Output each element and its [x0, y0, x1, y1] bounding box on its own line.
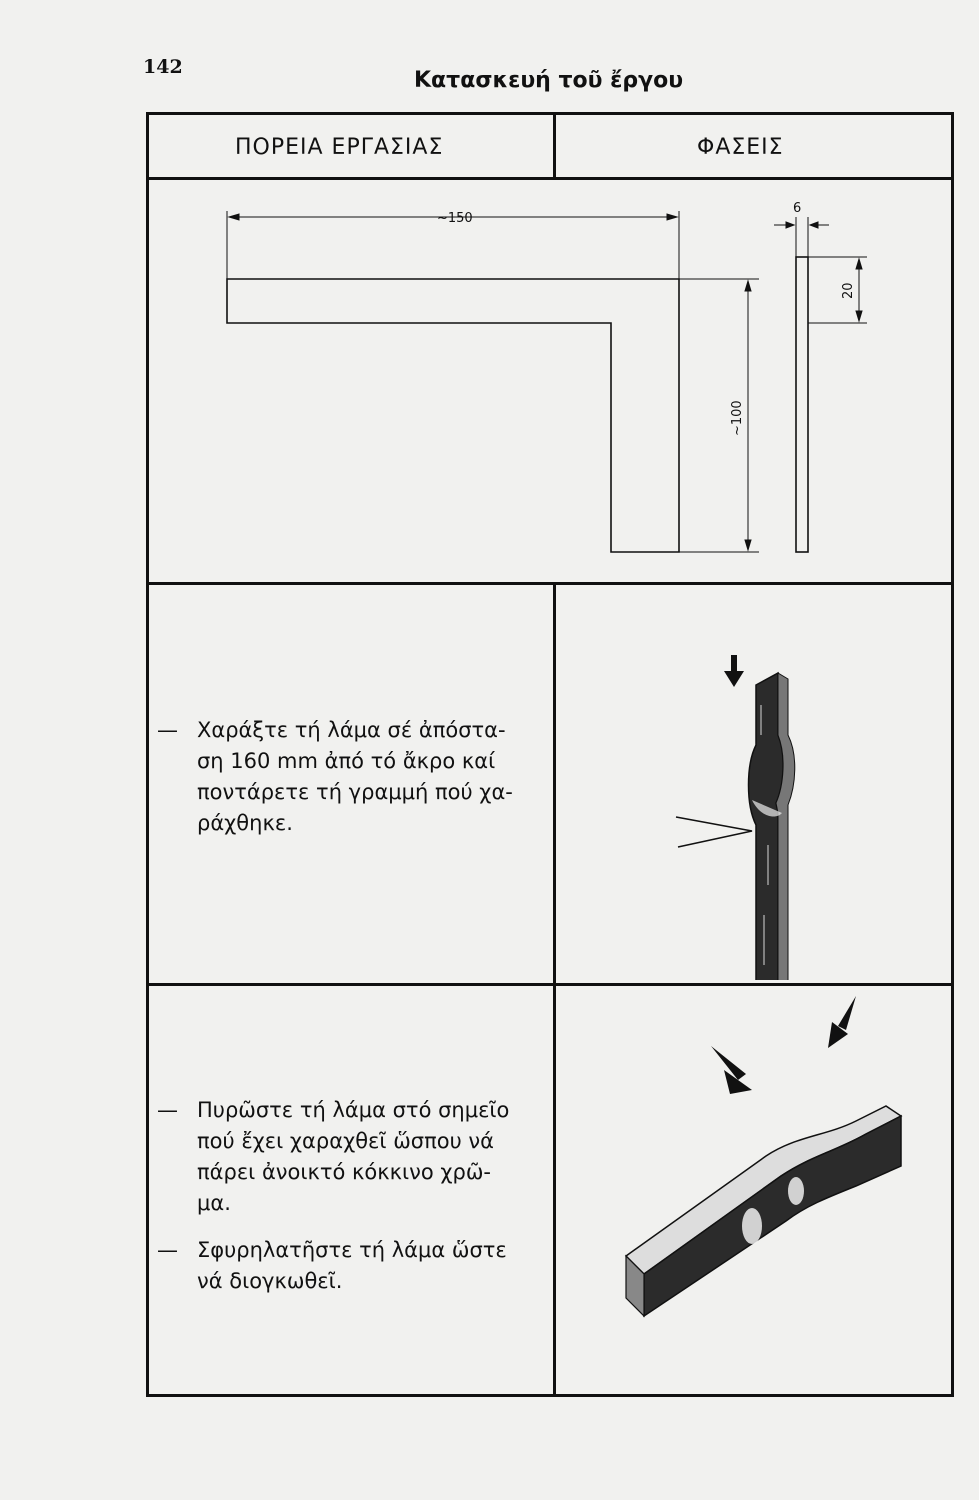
step-line: πού ἔχει χαραχθεῖ ὥσπου νά [197, 1129, 494, 1153]
step-line: Πυρῶστε τή λάμα στό σημεῖο [197, 1098, 510, 1122]
step-line: μα. [197, 1191, 231, 1215]
step-dash: — [157, 1098, 178, 1122]
step-line: πάρει ἀνοικτό κόκκινο χρῶ- [197, 1160, 491, 1184]
punch-mark-pointer [676, 817, 752, 847]
bar-technical-drawing [149, 181, 889, 581]
step-forge-bar [157, 1235, 547, 1297]
procedure-table [146, 112, 954, 1397]
bar-end-view [796, 257, 808, 552]
step-dash: — [157, 718, 178, 742]
step-line: Σφυρηλατῆστε τή λάμα ὥστε [197, 1238, 507, 1262]
step-line: ση 160 mm ἀπό τό ἄκρο καί [197, 749, 496, 773]
page-number: 142 [143, 56, 183, 78]
step-line: ποντάρετε τή γραμμή πού χα- [197, 780, 513, 804]
step-line: ράχθηκε. [197, 811, 293, 835]
step-mark-and-punch [157, 715, 537, 839]
step-line: Χαράξτε τή λάμα σέ ἀπόστα- [197, 718, 506, 742]
step-heat-bar [157, 1095, 547, 1219]
forged-bar-illustration [556, 986, 956, 1391]
header-phases: ΦΑΣΕΙΣ [697, 135, 784, 160]
page-title: Κατασκευή τοῦ ἔργου [414, 68, 684, 93]
header-column-divider [553, 115, 556, 177]
dimension-width-label: 20 [841, 282, 856, 299]
step-dash: — [157, 1238, 178, 1262]
header-work-procedure: ΠΟΡΕΙΑ ΕΡΓΑΣΙΑΣ [235, 135, 444, 160]
arrow-down-icon [724, 671, 744, 687]
dimension-length-label: ~150 [437, 211, 473, 226]
dimension-thickness-label: 6 [793, 201, 802, 216]
upset-bar-illustration [556, 585, 956, 980]
step-line: νά διογκωθεῖ. [197, 1269, 343, 1293]
dimension-height-label: ~100 [730, 400, 745, 436]
header-divider [149, 177, 951, 180]
l-bar-outline [227, 279, 679, 552]
